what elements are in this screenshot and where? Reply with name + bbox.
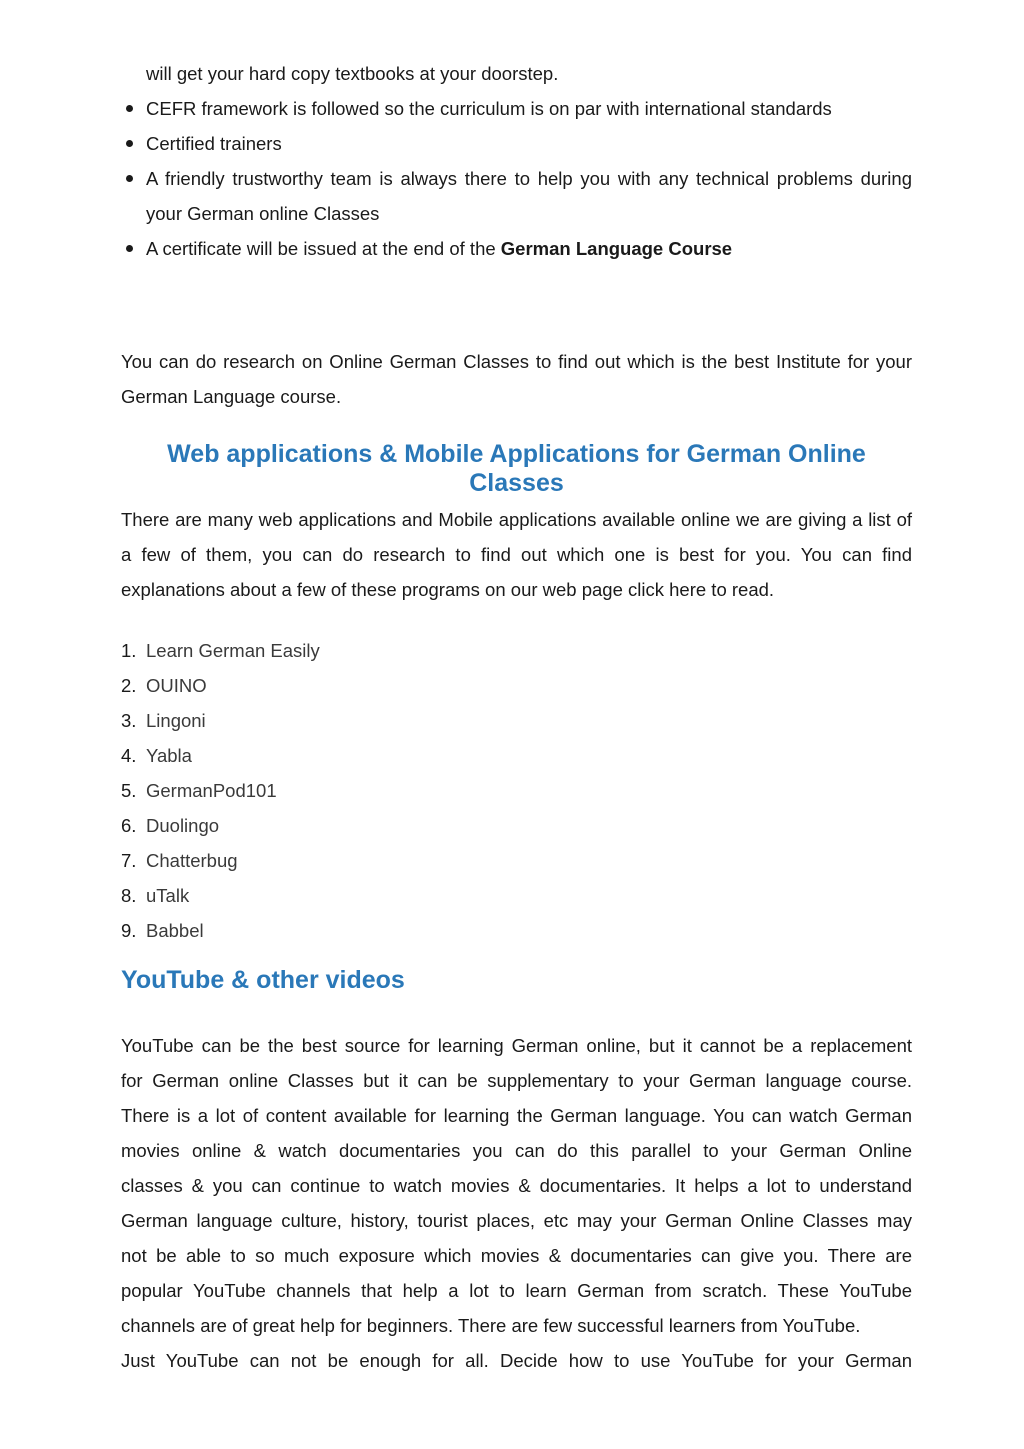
list-item [121, 668, 320, 703]
paragraph-line: channels are of great help for beginners. There are few successful learners from YouTube. [121, 1315, 861, 1336]
paragraph-line: for German online Classes but it can be supplementary to your German language course. [121, 1070, 912, 1091]
list-number: 3. [121, 710, 137, 731]
list-number: 1. [121, 640, 137, 661]
list-number: 4. [121, 745, 137, 766]
list-item: A friendly trustworthy team is always there to help you with any technical problems during your German online Classes [146, 161, 912, 231]
youtube-heading: YouTube & other videos [121, 966, 405, 994]
app-name: GermanPod101 [146, 780, 277, 801]
list-item: Certified trainers [146, 126, 912, 161]
app-name: Yabla [146, 745, 192, 766]
youtube-paragraph [121, 1028, 912, 1378]
app-name: Learn German Easily [146, 640, 320, 661]
apps-heading: Web applications & Mobile Applications for German Online Classes [167, 440, 866, 497]
list-item [121, 913, 320, 948]
list-item: A certificate will be issued at the end of the German Language Course [146, 231, 912, 266]
list-number: 7. [121, 850, 137, 871]
list-item [121, 878, 320, 913]
course-link-text: German Language Course [500, 238, 733, 259]
paragraph-line: not be able to so much exposure which movies & documentaries can give you. There are [121, 1245, 912, 1266]
feature-bullet-list [121, 56, 912, 266]
list-item [121, 738, 320, 773]
research-paragraph: You can do research on Online German Classes to find out which is the best Institute for your German Language course. [121, 351, 912, 407]
list-number: 8. [121, 885, 137, 906]
list-item [121, 633, 320, 668]
app-name: Babbel [146, 920, 204, 941]
list-item [121, 773, 320, 808]
paragraph-line: YouTube can be the best source for learning German online, but it cannot be a replacement [121, 1035, 912, 1056]
list-number: 5. [121, 780, 137, 801]
app-name: uTalk [146, 885, 190, 906]
list-number: 2. [121, 675, 137, 696]
app-name: Chatterbug [146, 850, 238, 871]
paragraph-line: movies online & watch documentaries you can do this parallel to your German Online [121, 1140, 912, 1161]
list-item [121, 843, 320, 878]
list-item: CEFR framework is followed so the curriculum is on par with international standards [146, 91, 912, 126]
paragraph-line: classes & you can continue to watch movies & documentaries. It helps a lot to understand [121, 1175, 912, 1196]
paragraph-line: Just YouTube can not be enough for all. Decide how to use YouTube for your German [121, 1350, 912, 1371]
app-name: Lingoni [146, 710, 206, 731]
list-item [121, 703, 320, 738]
apps-numbered-list [121, 633, 320, 948]
list-item [121, 808, 320, 843]
list-item: will get your hard copy textbooks at your doorstep. [146, 63, 559, 84]
app-name: OUINO [146, 675, 207, 696]
page-content [121, 56, 912, 1371]
apps-paragraph: There are many web applications and Mobile applications available online we are giving a list of a few of them, you can do research to find out which one is best for you. You can find explanations about a few of these programs on our web page click here to read. [121, 509, 912, 600]
list-number: 9. [121, 920, 137, 941]
app-name: Duolingo [146, 815, 220, 836]
paragraph-line: German language culture, history, tourist places, etc may your German Online Classes may [121, 1210, 912, 1231]
paragraph-line: There is a lot of content available for learning the German language. You can watch German [121, 1105, 912, 1126]
list-number: 6. [121, 815, 137, 836]
paragraph-line: popular YouTube channels that help a lot to learn German from scratch. These YouTube [121, 1280, 912, 1301]
